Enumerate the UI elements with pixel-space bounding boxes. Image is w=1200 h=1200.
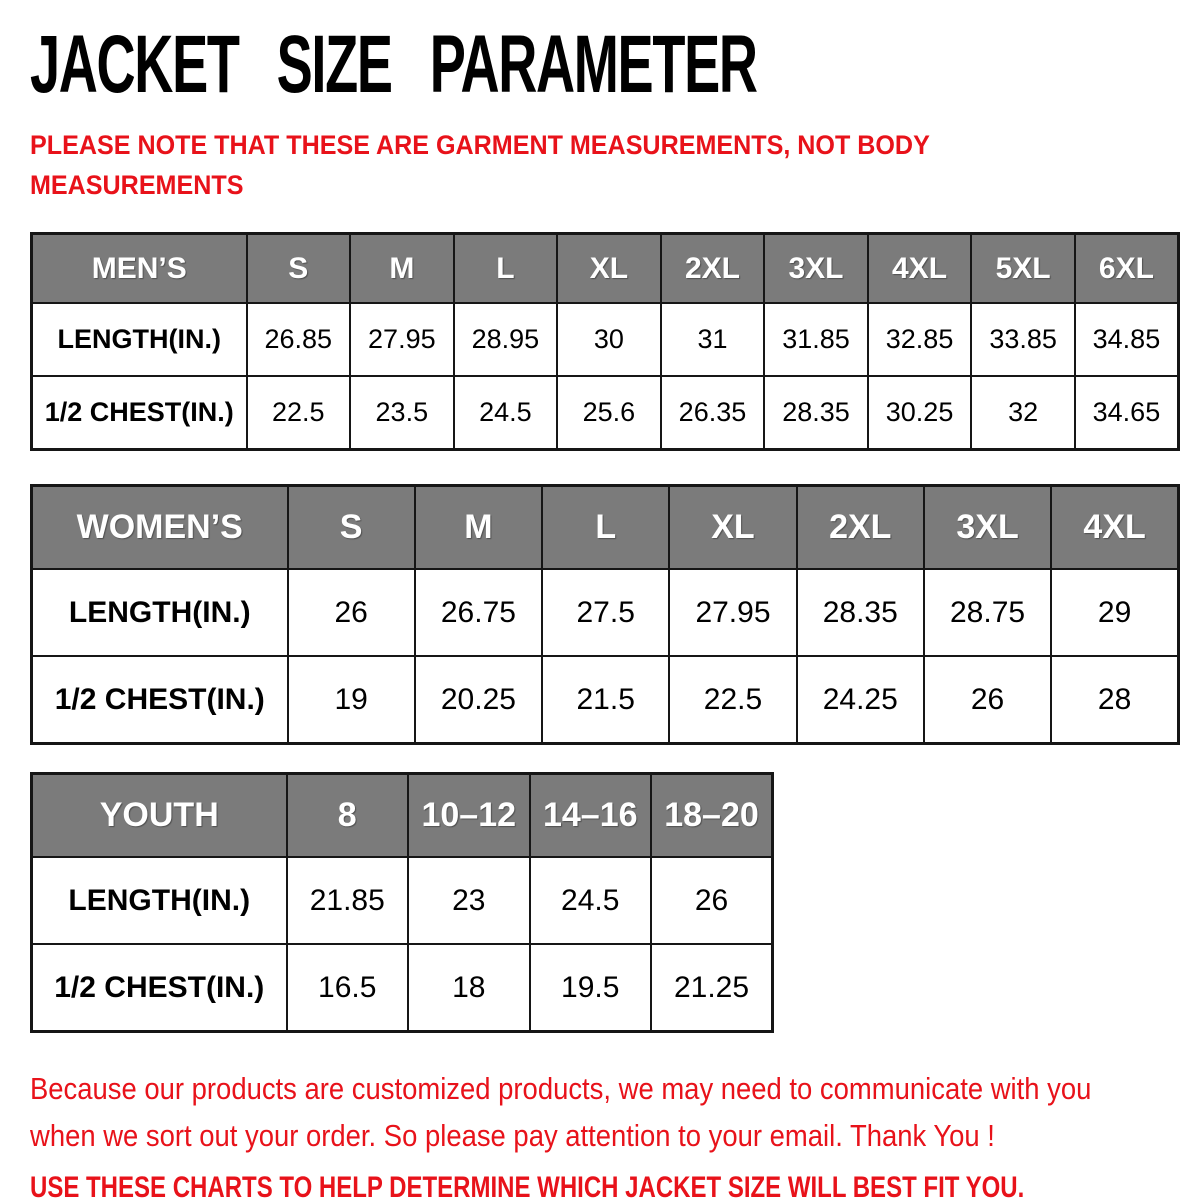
mens-measurement-value-cell: 31 xyxy=(661,303,765,376)
youth-header-row xyxy=(32,773,773,857)
mens-measurement-value-cell: 27.95 xyxy=(350,303,454,376)
womens-measurement-value-cell: 22.5 xyxy=(669,656,796,743)
womens-measurement-value-cell: 27.95 xyxy=(669,569,796,656)
mens-size-header-cell: S xyxy=(247,233,351,303)
mens-measurement-value-cell: 28.35 xyxy=(764,376,868,449)
youth-measurement-value-cell: 19.5 xyxy=(530,944,652,1031)
youth-measurement-value-cell: 26 xyxy=(651,857,773,944)
womens-measurement-value-cell: 28.35 xyxy=(797,569,924,656)
youth-measurement-value-cell: 21.25 xyxy=(651,944,773,1031)
mens-measurement-row xyxy=(32,303,1179,376)
mens-size-header-cell: 2XL xyxy=(661,233,765,303)
womens-size-header-cell: 4XL xyxy=(1051,485,1178,569)
mens-measurement-value-cell: 28.95 xyxy=(454,303,558,376)
mens-measurement-value-cell: 30.25 xyxy=(868,376,972,449)
womens-size-header-cell: M xyxy=(415,485,542,569)
youth-measurement-value-cell: 21.85 xyxy=(287,857,409,944)
womens-measurement-row xyxy=(32,656,1179,743)
mens-size-table xyxy=(30,232,1180,451)
womens-measurement-value-cell: 24.25 xyxy=(797,656,924,743)
youth-size-header-cell: 18–20 xyxy=(651,773,773,857)
womens-measurement-label-cell: 1/2 CHEST(IN.) xyxy=(32,656,288,743)
customization-notice-line1: Because our products are customized products, we may need to communicate with you xyxy=(30,1070,1092,1106)
womens-size-header-cell: 3XL xyxy=(924,485,1051,569)
mens-size-header-cell: 4XL xyxy=(868,233,972,303)
youth-group-label-cell: YOUTH xyxy=(32,773,287,857)
womens-group-label-cell: WOMEN’S xyxy=(32,485,288,569)
mens-size-header-cell: 3XL xyxy=(764,233,868,303)
womens-size-header-cell: S xyxy=(288,485,415,569)
womens-measurement-value-cell: 20.25 xyxy=(415,656,542,743)
youth-measurement-value-cell: 18 xyxy=(408,944,530,1031)
mens-measurement-value-cell: 26.85 xyxy=(247,303,351,376)
womens-measurement-value-cell: 28 xyxy=(1051,656,1178,743)
mens-group-label-cell: MEN’S xyxy=(32,233,247,303)
mens-measurement-value-cell: 23.5 xyxy=(350,376,454,449)
mens-size-header-cell: 6XL xyxy=(1075,233,1179,303)
mens-header-row xyxy=(32,233,1179,303)
mens-measurement-value-cell: 32 xyxy=(971,376,1075,449)
mens-measurement-row xyxy=(32,376,1179,449)
mens-measurement-value-cell: 33.85 xyxy=(971,303,1075,376)
mens-measurement-label-cell: LENGTH(IN.) xyxy=(32,303,247,376)
mens-measurement-value-cell: 32.85 xyxy=(868,303,972,376)
mens-size-header-cell: L xyxy=(454,233,558,303)
mens-size-header-cell: XL xyxy=(557,233,661,303)
womens-measurement-value-cell: 28.75 xyxy=(924,569,1051,656)
mens-size-header-cell: 5XL xyxy=(971,233,1075,303)
mens-measurement-value-cell: 22.5 xyxy=(247,376,351,449)
mens-measurement-value-cell: 34.85 xyxy=(1075,303,1179,376)
youth-measurement-value-cell: 16.5 xyxy=(287,944,409,1031)
mens-measurement-value-cell: 24.5 xyxy=(454,376,558,449)
mens-measurement-value-cell: 30 xyxy=(557,303,661,376)
womens-size-header-cell: 2XL xyxy=(797,485,924,569)
youth-size-header-cell: 14–16 xyxy=(530,773,652,857)
youth-measurement-row xyxy=(32,944,773,1031)
womens-size-header-cell: XL xyxy=(669,485,796,569)
youth-measurement-label-cell: 1/2 CHEST(IN.) xyxy=(32,944,287,1031)
womens-measurement-row xyxy=(32,569,1179,656)
mens-measurement-label-cell: 1/2 CHEST(IN.) xyxy=(32,376,247,449)
garment-measurement-note xyxy=(30,126,1100,206)
youth-measurement-value-cell: 23 xyxy=(408,857,530,944)
womens-measurement-value-cell: 26.75 xyxy=(415,569,542,656)
mens-measurement-value-cell: 34.65 xyxy=(1075,376,1179,449)
mens-measurement-value-cell: 31.85 xyxy=(764,303,868,376)
customization-notice-line2: when we sort out your order. So please pay attention to your email. Thank You ! xyxy=(30,1118,995,1154)
garment-measurement-note-line2: MEASUREMENTS xyxy=(30,169,244,200)
womens-measurement-value-cell: 19 xyxy=(288,656,415,743)
womens-size-header-cell: L xyxy=(542,485,669,569)
womens-measurement-label-cell: LENGTH(IN.) xyxy=(32,569,288,656)
customization-notice xyxy=(30,1065,1092,1159)
youth-measurement-row xyxy=(32,857,773,944)
youth-size-header-cell: 10–12 xyxy=(408,773,530,857)
page-title: JACKET SIZE PARAMETER xyxy=(30,19,757,110)
womens-measurement-value-cell: 27.5 xyxy=(542,569,669,656)
womens-header-row xyxy=(32,485,1179,569)
youth-size-table xyxy=(30,772,774,1033)
womens-measurement-value-cell: 26 xyxy=(288,569,415,656)
womens-measurement-value-cell: 29 xyxy=(1051,569,1178,656)
fit-instruction: USE THESE CHARTS TO HELP DETERMINE WHICH JACKET SIZE WILL BEST FIT YOU. xyxy=(30,1171,1025,1200)
mens-measurement-value-cell: 25.6 xyxy=(557,376,661,449)
womens-size-table xyxy=(30,484,1180,745)
garment-measurement-note-line1: PLEASE NOTE THAT THESE ARE GARMENT MEASUREMENTS, NOT BODY xyxy=(30,130,930,160)
womens-measurement-value-cell: 26 xyxy=(924,656,1051,743)
youth-measurement-label-cell: LENGTH(IN.) xyxy=(32,857,287,944)
womens-measurement-value-cell: 21.5 xyxy=(542,656,669,743)
mens-size-header-cell: M xyxy=(350,233,454,303)
mens-measurement-value-cell: 26.35 xyxy=(661,376,765,449)
youth-size-header-cell: 8 xyxy=(287,773,409,857)
youth-measurement-value-cell: 24.5 xyxy=(530,857,652,944)
